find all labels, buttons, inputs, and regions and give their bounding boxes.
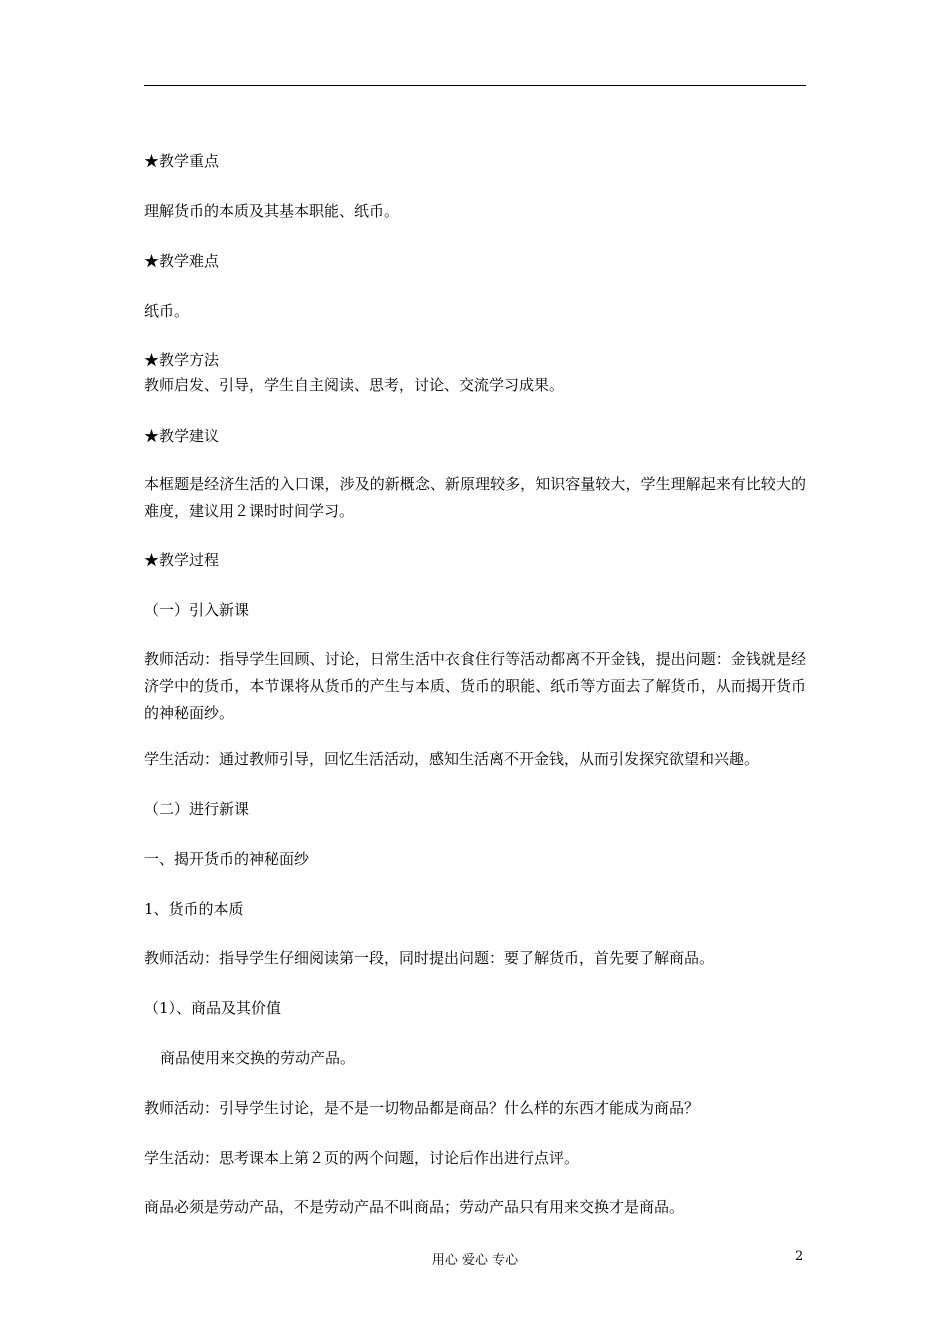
teacher-activity-3: 教师活动：引导学生讨论，是不是一切物品都是商品？什么样的东西才能成为商品？ — [144, 1099, 700, 1117]
difficulties-text: 纸币。 — [144, 302, 190, 320]
suggestions-text: 本框题是经济生活的入口课，涉及的新概念、新原理较多，知识容量较大，学生理解起来有比较大的难度，建议用２课时时间学习。 — [144, 475, 806, 520]
sub-one-heading: 1、货币的本质 — [144, 900, 244, 918]
header-rule — [144, 85, 806, 86]
methods-text: 教师启发、引导，学生自主阅读、思考，讨论、交流学习成果。 — [144, 376, 565, 394]
student-activity-2: 学生活动：思考课本上第２页的两个问题，讨论后作出进行点评。 — [144, 1149, 580, 1167]
footer-motto: 用心 爱心 专心 — [431, 1253, 519, 1268]
section-intro: （一）引入新课 — [144, 601, 250, 619]
heading-methods: ★教学方法 — [144, 351, 220, 369]
teacher-activity-1: 教师活动：指导学生回顾、讨论，日常生活中衣食住行等活动都离不开金钱，提出问题：金钱就是经济学中的货币，本节课将从货币的产生与本质、货币的职能、纸币等方面去了解货币，从而揭开货币的神秘面纱。 — [144, 650, 806, 722]
commodity-definition: 商品使用来交换的劳动产品。 — [160, 1049, 356, 1067]
heading-process: ★教学过程 — [144, 551, 220, 569]
key-points-text: 理解货币的本质及其基本职能、纸币。 — [144, 202, 400, 220]
part-one-heading: 一、揭开货币的神秘面纱 — [144, 850, 310, 868]
heading-difficulties: ★教学难点 — [144, 252, 220, 270]
section-new: （二）进行新课 — [144, 800, 250, 818]
teacher-activity-2: 教师活动：指导学生仔细阅读第一段，同时提出问题：要了解货币，首先要了解商品。 — [144, 949, 715, 967]
student-activity-1: 学生活动：通过教师引导，回忆生活活动，感知生活离不开金钱，从而引发探究欲望和兴趣。 — [144, 750, 760, 768]
heading-key-points: ★教学重点 — [144, 152, 220, 170]
heading-suggestions: ★教学建议 — [144, 427, 220, 445]
sub-sub-one-heading: （1）、商品及其价值 — [144, 999, 282, 1017]
page-number: 2 — [795, 1249, 804, 1264]
conclusion-text: 商品必须是劳动产品，不是劳动产品不叫商品；劳动产品只有用来交换才是商品。 — [144, 1198, 685, 1216]
